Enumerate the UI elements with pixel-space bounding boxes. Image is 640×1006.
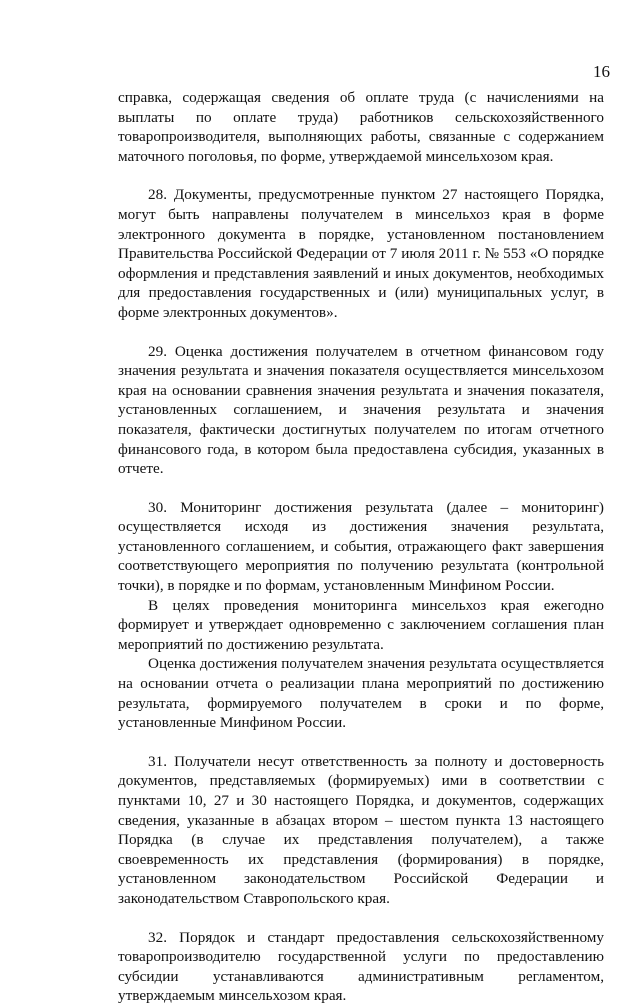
paragraph-28: 28. Документы, предусмотренные пунктом 27 настоящего Порядка, могут быть направлены получателем в минсельхоз края в форме электронного документа в порядке, установленном постановлением Правительства Российской Федерации от 7 июля 2011 г. № 553 «О порядке оформления и представления заявлений и иных документов, необходимых для предоставления государственных и (или) муниципальных услуг, в форме электронных документов».: [118, 186, 604, 321]
paragraph-27-continuation: справка, содержащая сведения об оплате труда (с начислениями на выплаты по оплате труда) работников сельскохозяйственного товаропроизводителя, выполняющих работы, связанные с содержанием маточного поголовья, по форме, утверждаемой минсельхозом края.: [118, 89, 604, 165]
document-body: [118, 88, 604, 1006]
paragraph-32: 32. Порядок и стандарт предоставления сельскохозяйственному товаропроизводителю государственной услуги по предоставлению субсидии устанавливаются административным регламентом, утверждаемым минсельхозом края.: [118, 928, 604, 1005]
paragraph-30-assessment: Оценка достижения получателем значения результата осуществляется на основании отчета о реализации плана мероприятий по достижению результата, формируемого получателем в сроки и по форме, установленные Минфином России.: [118, 655, 604, 732]
paragraph-30-monitoring-plan: В целях проведения мониторинга минсельхоз края ежегодно формирует и утверждает одновременно с заключением соглашения план мероприятий по достижению результата.: [118, 596, 604, 653]
paragraph-30: 30. Мониторинг достижения результата (далее – мониторинг) осуществляется исходя из достижения значения результата, установленного соглашением, и события, отражающего факт завершения соответствующего мероприятия по получению результата (контрольной точки), в порядке и по формам, установленным Минфином России.: [118, 498, 604, 595]
paragraph-29: 29. Оценка достижения получателем в отчетном финансовом году значения результата и значения показателя осуществляется минсельхозом края на основании сравнения значения результата и значения показателя, установленных соглашением, и значения результата и значения показателя, фактически достигнутых получателем по итогам отчетного финансового года, в котором была предоставлена субсидия, указанных в отчете.: [118, 342, 604, 478]
page-number: 16: [593, 62, 610, 81]
paragraph-31: 31. Получатели несут ответственность за полноту и достоверность документов, представляемых (формируемых) ими в соответствии с пунктами 10, 27 и 30 настоящего Порядка, и документов, содержащих сведения, указанные в абзацах втором – шестом пункта 13 настоящего Порядка (в случае их представления получателем), а также своевременность их представления (формирования) в порядке, установленном законодательством Российской Федерации и законодательством Ставропольского края.: [118, 752, 604, 907]
